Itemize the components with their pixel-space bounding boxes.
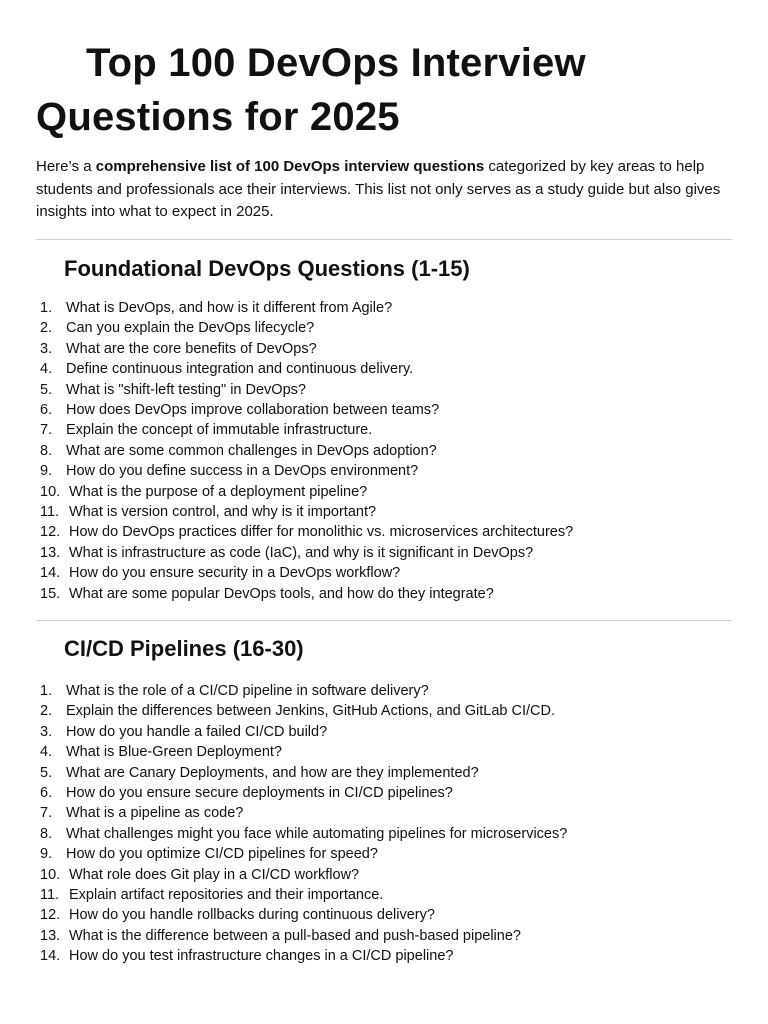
list-item — [40, 563, 740, 583]
question-number: 1. — [40, 300, 53, 316]
question-number: 13. — [40, 544, 61, 561]
question-text: Can you explain the DevOps lifecycle? — [66, 320, 315, 337]
question-number: 10. — [40, 866, 61, 883]
question-text: What is a pipeline as code? — [66, 805, 244, 822]
list-item — [40, 742, 740, 762]
question-text: Explain artifact repositories and their importance. — [69, 887, 384, 904]
question-text: What is the role of a CI/CD pipeline in software delivery? — [66, 683, 429, 699]
question-number: 10. — [40, 483, 61, 500]
question-number: 5. — [40, 764, 53, 781]
section-heading-foundational: Foundational DevOps Questions (1-15) — [64, 256, 470, 281]
question-number: 9. — [40, 463, 53, 480]
list-item — [40, 926, 740, 946]
list-item — [40, 380, 740, 400]
list-item — [40, 681, 740, 701]
question-text: What are some popular DevOps tools, and how do they integrate? — [69, 585, 494, 602]
page-title-line-2: Questions for 2025 — [36, 95, 400, 139]
question-text: How do you ensure secure deployments in CI/CD pipelines? — [66, 785, 453, 802]
question-number: 11. — [40, 887, 60, 904]
question-text: How do you test infrastructure changes in a CI/CD pipeline? — [69, 948, 454, 965]
question-text: Explain the concept of immutable infrastructure. — [66, 422, 373, 439]
list-item — [40, 824, 740, 844]
intro-bold-text: comprehensive list of 100 DevOps interview questions — [95, 158, 485, 175]
question-number: 7. — [40, 422, 53, 439]
question-text: How do you optimize CI/CD pipelines for speed? — [66, 846, 378, 863]
intro-text-start: Here’s a — [36, 158, 96, 175]
question-number: 6. — [40, 785, 53, 802]
question-number: 3. — [40, 723, 53, 740]
list-item — [40, 359, 740, 379]
question-text: How do you handle a failed CI/CD build? — [66, 723, 328, 740]
list-item — [40, 946, 740, 966]
question-number: 4. — [40, 744, 53, 761]
list-item — [40, 701, 740, 721]
question-text: How do DevOps practices differ for monolithic vs. microservices architectures? — [69, 524, 574, 541]
question-number: 14. — [40, 565, 61, 582]
question-number: 2. — [40, 320, 53, 337]
intro-text-end: categorized by key areas to help students and professionals ace their interviews. This list not only serves as a study guide but also gives insights into what to expect in 2025. — [36, 158, 721, 220]
question-text: What is infrastructure as code (IaC), and why is it significant in DevOps? — [69, 544, 534, 561]
question-number: 6. — [40, 402, 53, 419]
question-text: What role does Git play in a CI/CD workflow? — [69, 866, 360, 883]
list-item — [40, 885, 740, 905]
section-heading-cicd: CI/CD Pipelines (16-30) — [64, 636, 304, 661]
question-text: What are some common challenges in DevOps adoption? — [66, 442, 437, 459]
list-item — [40, 522, 740, 542]
question-text: What is the difference between a pull-based and push-based pipeline? — [69, 927, 521, 944]
list-item — [40, 543, 740, 563]
question-text: What is version control, and why is it important? — [69, 504, 377, 521]
question-text: What is "shift-left testing" in DevOps? — [66, 381, 306, 398]
question-number: 13. — [40, 927, 61, 944]
question-text: What is DevOps, and how is it different from Agile? — [66, 300, 393, 316]
page-title — [36, 36, 736, 144]
question-number: 11. — [40, 504, 60, 521]
list-item — [40, 763, 740, 783]
question-text: What is Blue-Green Deployment? — [66, 744, 282, 761]
question-number: 1. — [40, 683, 53, 699]
question-text: Explain the differences between Jenkins, GitHub Actions, and GitLab CI/CD. — [66, 703, 555, 720]
list-item — [40, 803, 740, 823]
question-text: How do you handle rollbacks during continuous delivery? — [69, 907, 435, 924]
list-item — [40, 865, 740, 885]
question-text: How do you define success in a DevOps environment? — [66, 463, 419, 480]
question-text: What is the purpose of a deployment pipeline? — [69, 483, 368, 500]
question-number: 12. — [40, 524, 61, 541]
question-text: Define continuous integration and continuous delivery. — [66, 361, 414, 378]
section-divider — [36, 620, 732, 621]
question-number: 2. — [40, 703, 53, 720]
question-text: What challenges might you face while automating pipelines for microservices? — [66, 825, 568, 842]
list-item — [40, 722, 740, 742]
question-text: What are the core benefits of DevOps? — [66, 340, 317, 357]
question-number: 4. — [40, 361, 53, 378]
question-number: 7. — [40, 805, 53, 822]
question-list-cicd — [40, 681, 740, 967]
question-text: How does DevOps improve collaboration between teams? — [66, 402, 440, 419]
question-number: 5. — [40, 381, 53, 398]
question-number: 14. — [40, 948, 61, 965]
question-text: What are Canary Deployments, and how are they implemented? — [66, 764, 479, 781]
question-number: 8. — [40, 442, 53, 459]
list-item — [40, 318, 740, 338]
page-title-line-1: Top 100 DevOps Interview — [86, 41, 586, 85]
list-item — [40, 844, 740, 864]
question-list-foundational — [40, 298, 740, 604]
list-item — [40, 339, 740, 359]
question-number: 15. — [40, 585, 61, 602]
intro-paragraph — [36, 156, 736, 224]
list-item — [40, 502, 740, 522]
question-number: 3. — [40, 340, 53, 357]
list-item — [40, 400, 740, 420]
question-number: 8. — [40, 825, 53, 842]
list-item — [40, 298, 740, 318]
question-number: 12. — [40, 907, 61, 924]
list-item — [40, 461, 740, 481]
question-text: How do you ensure security in a DevOps workflow? — [69, 565, 401, 582]
list-item — [40, 905, 740, 925]
question-number: 9. — [40, 846, 53, 863]
list-item — [40, 783, 740, 803]
list-item — [40, 584, 740, 604]
list-item — [40, 482, 740, 502]
list-item — [40, 420, 740, 440]
section-divider — [36, 239, 732, 240]
list-item — [40, 441, 740, 461]
